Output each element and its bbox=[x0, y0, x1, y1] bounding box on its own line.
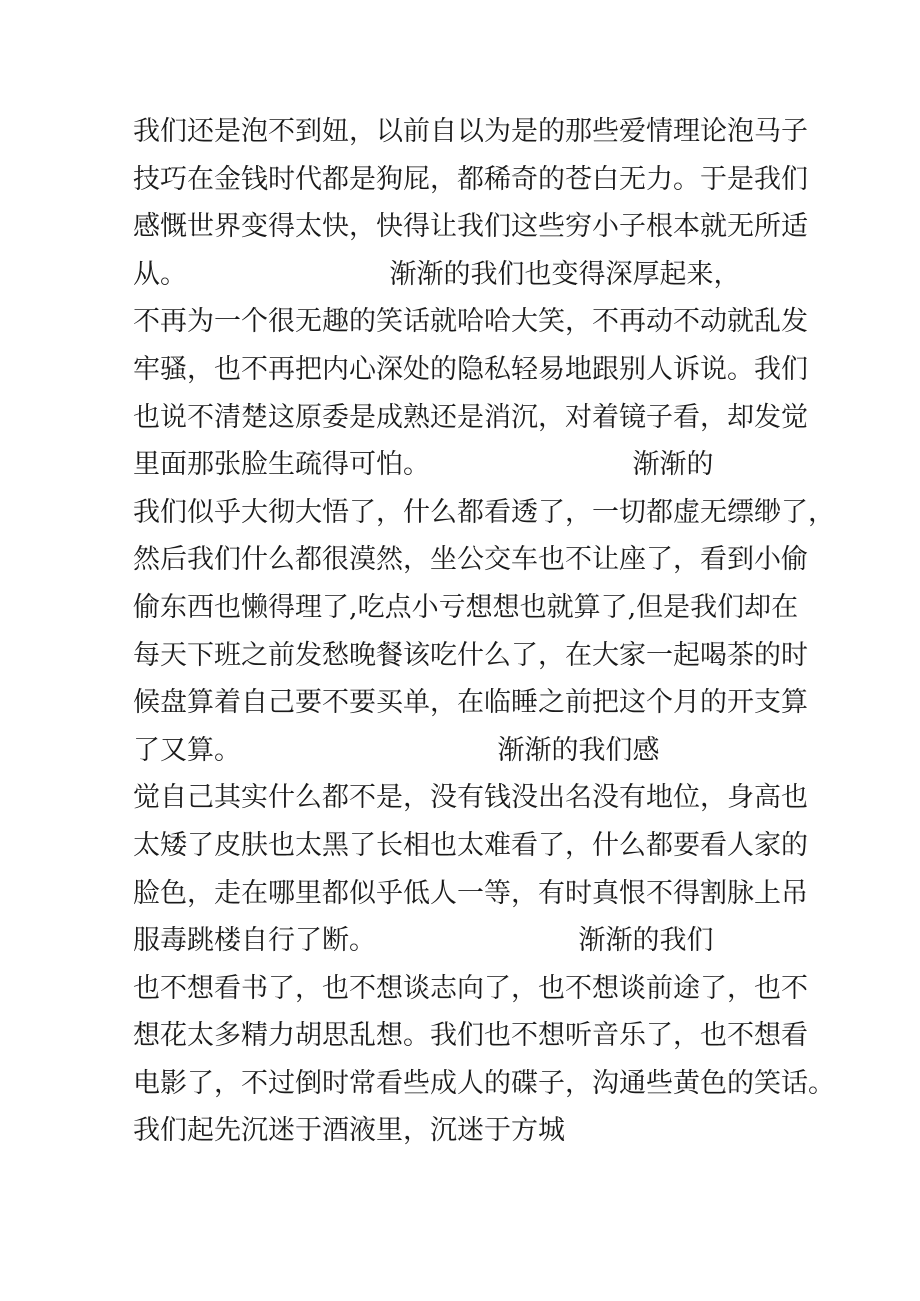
text-line: 不再为一个很无趣的笑话就哈哈大笑，不再动不动就乱发 bbox=[133, 306, 808, 338]
text-line: 牢骚，也不再把内心深处的隐私轻易地跟别人诉说。我们 bbox=[133, 353, 808, 385]
body-text bbox=[133, 108, 835, 1155]
text-line: 了又算。 渐渐的我们感 bbox=[133, 734, 660, 766]
text-line: 也不想看书了，也不想谈志向了，也不想谈前途了，也不 bbox=[133, 972, 808, 1004]
text-line: 候盘算着自己要不要买单，在临睡之前把这个月的开支算 bbox=[133, 687, 808, 719]
text-line: 里面那张脸生疏得可怕。 渐渐的 bbox=[133, 449, 714, 481]
text-line: 感慨世界变得太快，快得让我们这些穷小子根本就无所适 bbox=[133, 211, 808, 243]
text-line: 每天下班之前发愁晚餐该吃什么了，在大家一起喝茶的时 bbox=[133, 639, 808, 671]
text-line: 偷东西也懒得理了,吃点小亏想想也就算了,但是我们却在 bbox=[133, 591, 799, 623]
text-line: 技巧在金钱时代都是狗屁，都稀奇的苍白无力。于是我们 bbox=[133, 163, 808, 195]
text-line: 太矮了皮肤也太黑了长相也太难看了，什么都要看人家的 bbox=[133, 829, 808, 861]
text-line: 想花太多精力胡思乱想。我们也不想听音乐了，也不想看 bbox=[133, 1020, 808, 1052]
text-line: 我们起先沉迷于酒液里，沉迷于方城 bbox=[133, 1115, 565, 1147]
text-line: 从。 渐渐的我们也变得深厚起来， bbox=[133, 258, 741, 290]
text-line: 也说不清楚这原委是成熟还是消沉，对着镜子看，却发觉 bbox=[133, 401, 808, 433]
text-line: 觉自己其实什么都不是，没有钱没出名没有地位，身高也 bbox=[133, 782, 808, 814]
text-line: 脸色，走在哪里都似乎低人一等，有时真恨不得割脉上吊 bbox=[133, 877, 808, 909]
text-line: 服毒跳楼自行了断。 渐渐的我们 bbox=[133, 925, 714, 957]
text-line: 我们还是泡不到妞，以前自以为是的那些爱情理论泡马子 bbox=[133, 116, 808, 147]
text-line: 然后我们什么都很漠然，坐公交车也不让座了，看到小偷 bbox=[133, 544, 808, 576]
text-line: 我们似乎大彻大悟了，什么都看透了，一切都虚无缥缈了， bbox=[133, 496, 835, 528]
text-line: 电影了，不过倒时常看些成人的碟子，沟通些黄色的笑话。 bbox=[133, 1067, 835, 1099]
